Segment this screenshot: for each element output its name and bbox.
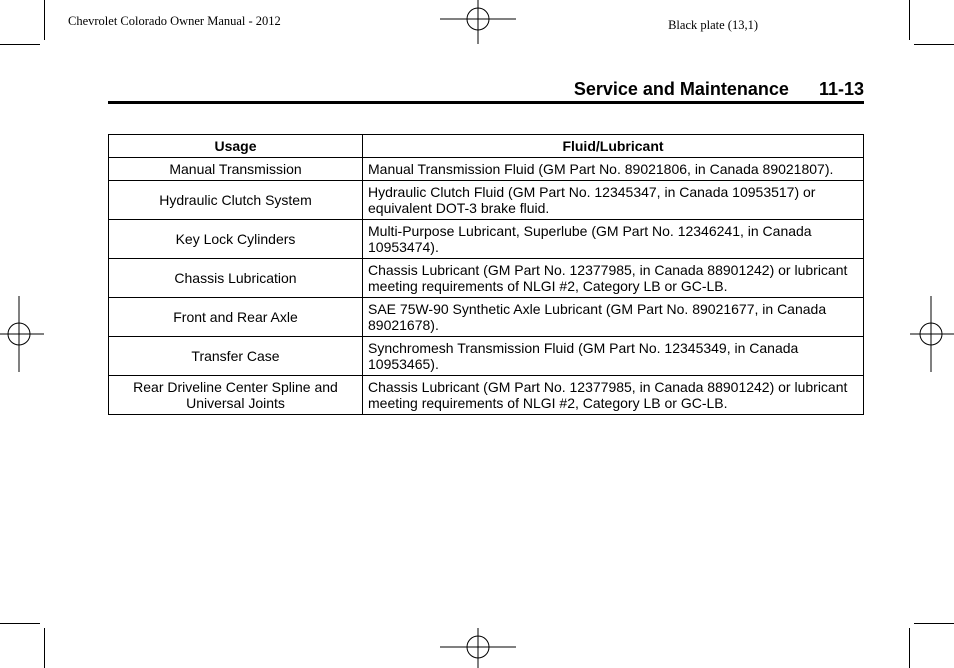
- usage-cell: Manual Transmission: [109, 158, 363, 181]
- table-row: [109, 158, 864, 181]
- plate-label: Black plate (13,1): [668, 18, 758, 32]
- title-rule: [108, 101, 864, 104]
- crop-mark-top-left-h: [0, 44, 40, 45]
- crop-mark-bottom-right-v: [909, 628, 910, 668]
- table-row: [109, 376, 864, 415]
- table-row: [109, 220, 864, 259]
- crop-mark-bottom-left-h: [0, 623, 40, 624]
- section-heading: [108, 79, 864, 100]
- table-row: [109, 259, 864, 298]
- crop-mark-bottom-right-h: [914, 623, 954, 624]
- registration-mark-top-icon: [440, 0, 516, 44]
- fluid-cell: Chassis Lubricant (GM Part No. 12377985, in Canada 88901242) or lubricant meeting requirements of NLGI #2, Category LB or GC-LB.: [363, 376, 864, 415]
- crop-mark-top-right-h: [914, 44, 954, 45]
- fluid-cell: SAE 75W-90 Synthetic Axle Lubricant (GM Part No. 89021677, in Canada 89021678).: [363, 298, 864, 337]
- column-header-fluid: Fluid/Lubricant: [363, 135, 864, 158]
- usage-cell: Transfer Case: [109, 337, 363, 376]
- usage-cell: Rear Driveline Center Spline and Universal Joints: [109, 376, 363, 415]
- crop-mark-top-right-v: [909, 0, 910, 40]
- column-header-usage: Usage: [109, 135, 363, 158]
- usage-cell: Hydraulic Clutch System: [109, 181, 363, 220]
- crop-mark-top-left-v: [44, 0, 45, 40]
- table-row: [109, 337, 864, 376]
- page-number: 11-13: [818, 79, 864, 99]
- fluid-cell: Multi-Purpose Lubricant, Superlube (GM Part No. 12346241, in Canada 10953474).: [363, 220, 864, 259]
- usage-cell: Key Lock Cylinders: [109, 220, 363, 259]
- fluid-cell: Chassis Lubricant (GM Part No. 12377985, in Canada 88901242) or lubricant meeting requirements of NLGI #2, Category LB or GC-LB.: [363, 259, 864, 298]
- manual-title: Chevrolet Colorado Owner Manual - 2012: [68, 14, 281, 28]
- registration-mark-left-icon: [0, 296, 44, 372]
- table-row: [109, 298, 864, 337]
- fluids-table: [108, 134, 864, 415]
- section-title: Service and Maintenance: [573, 79, 789, 99]
- usage-cell: Chassis Lubrication: [109, 259, 363, 298]
- table-header-row: [109, 135, 864, 158]
- usage-cell: Front and Rear Axle: [109, 298, 363, 337]
- fluid-cell: Synchromesh Transmission Fluid (GM Part No. 12345349, in Canada 10953465).: [363, 337, 864, 376]
- registration-mark-bottom-icon: [440, 628, 516, 668]
- table-row: [109, 181, 864, 220]
- fluid-cell: Manual Transmission Fluid (GM Part No. 89021806, in Canada 89021807).: [363, 158, 864, 181]
- registration-mark-right-icon: [910, 296, 954, 372]
- fluid-cell: Hydraulic Clutch Fluid (GM Part No. 12345347, in Canada 10953517) or equivalent DOT-3 brake fluid.: [363, 181, 864, 220]
- crop-mark-bottom-left-v: [44, 628, 45, 668]
